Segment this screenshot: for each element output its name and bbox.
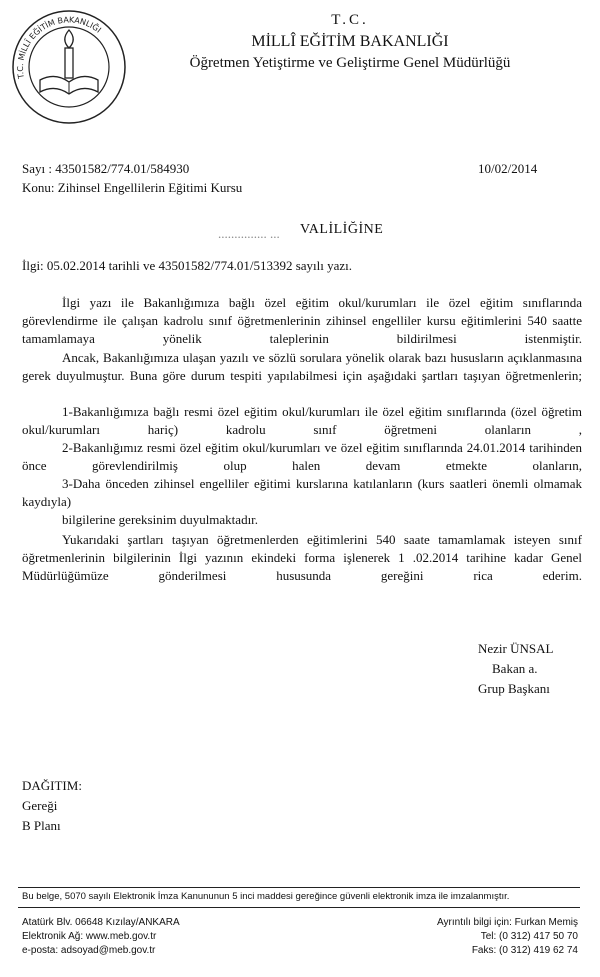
body-item-1: 1-Bakanlığımıza bağlı resmi özel eğitim okul/kurumları ile özel eğitim sınıflarında (özel öğretim okul/kurumları hariç) kadrolu sınıf öğretmeni olanların , [22,404,582,437]
distribution-item-2: B Planı [22,818,61,833]
header-directorate: Öğretmen Yetiştirme ve Geliştirme Genel Müdürlüğü [189,55,511,71]
header-ministry: MİLLÎ EĞİTİM BAKANLIĞI [251,33,449,50]
body-item-2: 2-Bakanlığımız resmi özel eğitim okul/kurumları ve özel eğitim sınıflarında 24.01.2014 tarihinden önce görevlendirilmiş olup halen devam etmekte olanların, [22,440,582,473]
footer-web: Elektronik Ağ: www.meb.gov.tr [22,931,157,942]
ministry-seal-logo [10,8,128,126]
document-subject: Konu: Zihinsel Engellilerin Eğitimi Kursu [22,180,243,195]
seal-ring-text: T.C. MİLLÎ EĞİTİM BAKANLIĞI [15,15,103,80]
body-paragraph-need: bilgilerine gereksinim duyulmaktadır. [62,512,259,527]
body-item-3: 3-Daha önceden zihinsel engelliler eğitimi kurslarına katılanların (kurs saatleri önemli olmamak kaydıyla) [22,476,582,509]
footer-divider-bottom [18,907,580,908]
body-paragraph-2: Ancak, Bakanlığımıza ulaşan yazılı ve sözlü sorulara yönelik olarak bazı hususların açıklanmasına gerek duyulmuştur. Buna göre durum tespiti yapılabilmesi için aşağıdaki şartları taşıyan öğretmenlerin; [22,350,582,383]
signatory-title-2: Grup Başkanı [478,681,550,696]
body-paragraph-1: İlgi yazı ile Bakanlığımıza bağlı özel eğitim okul/kurumları ile özel eğitim sınıflarında görevlendirme ile çalışan kadrolu sınıf öğretmenlerinin zihinsel engelliler kursu eğitimlerini 540 saatte tamamlamaya yönelik taleplerinin bildirilmesi istenmiştir. [22,295,582,346]
header-tc: T.C. [331,12,369,28]
footer-fax: Faks: (0 312) 419 62 74 [471,945,578,956]
body-paragraph-request: Yukarıdaki şartları taşıyan öğretmenlerden eğitimlerini 540 saate tamamlamak isteyen sınıf öğretmenlerinin bilgilerinin İlgi yazının ekindeki forma işlenerek 1 .02.2014 tarihine kadar Genel Müdürlüğümüze gönderilmesi hususunda gereğini rica ederim. [22,532,582,583]
esign-notice: Bu belge, 5070 sayılı Elektronik İmza Kanununun 5 inci maddesi gereğince güvenli elektronik imza ile imzalanmıştır. [22,891,510,902]
footer-divider-top [18,887,580,888]
distribution-item-1: Gereği [22,798,58,813]
reference-line: İlgi: 05.02.2014 tarihli ve 43501582/774.01/513392 sayılı yazı. [22,258,353,273]
document-date: 10/02/2014 [478,161,538,176]
redacted-province: ............... ... [218,226,280,241]
footer-tel: Tel: (0 312) 417 50 70 [480,931,578,942]
signatory-name: Nezir ÜNSAL [478,641,554,656]
footer-contact: Ayrıntılı bilgi için: Furkan Memiş [437,917,578,928]
distribution-heading: DAĞITIM: [22,778,82,793]
footer-address: Atatürk Blv. 06648 Kızılay/ANKARA [22,917,180,928]
document-number: Sayı : 43501582/774.01/584930 [22,161,190,176]
addressee: VALİLİĞİNE [300,222,384,237]
signatory-title-1: Bakan a. [492,661,538,676]
footer-email: e-posta: adsoyad@meb.gov.tr [22,945,156,956]
